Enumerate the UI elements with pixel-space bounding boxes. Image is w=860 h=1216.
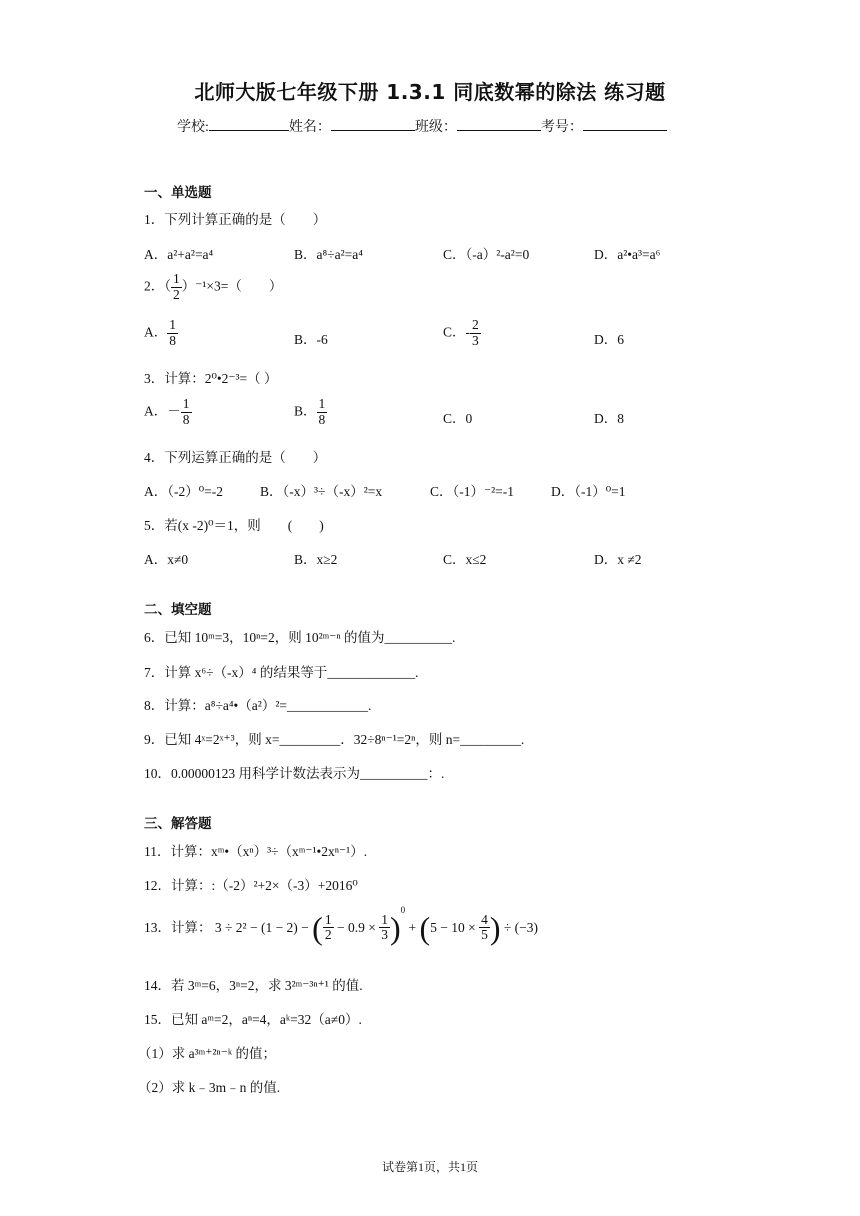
plus-sign: +: [408, 920, 417, 936]
question-2-option-c: [443, 318, 481, 349]
denominator: 8: [169, 332, 176, 348]
question-1-option-d: D．a²•a³=a⁶: [594, 247, 661, 262]
numerator: 1: [318, 396, 326, 411]
question-2-option-a: [144, 318, 178, 349]
denominator: 5: [481, 927, 488, 943]
question-4-option-c: C．（-1）⁻²=-1: [430, 484, 515, 499]
question-5-option-a: A．x≠0: [144, 552, 189, 567]
question-12: 12．计算：:（-2）²+2×（-3）+2016⁰: [144, 878, 358, 893]
question-6: 6．已知 10ᵐ=3，10ⁿ=2，则 10²ᵐ⁻ⁿ 的值为__________.: [144, 630, 456, 645]
question-4-option-a: A．（-2）⁰=-2: [144, 484, 224, 499]
name-blank: [331, 118, 415, 131]
question-5-option-d: D．x ≠2: [594, 552, 642, 567]
question-7: 7．计算 x⁶÷（-x）⁴ 的结果等于_____________.: [144, 665, 419, 680]
question-9: 9．已知 4ˣ=2ˣ⁺³，则 x=_________．32÷8ⁿ⁻¹=2ⁿ，则 n=_________.: [144, 732, 525, 747]
denominator: 8: [318, 411, 326, 427]
denominator: 2: [324, 927, 332, 943]
numerator: 1: [381, 911, 388, 927]
class-label: 班级：: [414, 120, 457, 135]
question-4-option-d: D．（-1）⁰=1: [551, 484, 626, 499]
student-info-line: [177, 116, 667, 136]
fraction: [181, 397, 192, 428]
paren-close: ): [489, 909, 501, 946]
option-label: A．－: [144, 403, 181, 419]
option-label: A．: [144, 324, 168, 340]
numerator: 2: [472, 317, 479, 332]
paren-close: ): [389, 909, 401, 946]
numerator: 1: [324, 911, 332, 927]
question-13-part-d: ÷ (−3): [503, 920, 539, 936]
numerator: 1: [169, 317, 176, 332]
fraction: [470, 318, 481, 349]
section-heading-single-choice: 一、单选题: [144, 185, 212, 201]
question-3-stem: 3．计算：2⁰•2⁻³=（ ）: [144, 371, 278, 386]
school-blank: [209, 118, 289, 131]
question-15-part-2: （2）求 k﹣3m﹣n 的值.: [138, 1080, 281, 1095]
question-13-part-a: 3 ÷ 2² − (1 − 2) −: [214, 920, 309, 936]
denominator: 3: [472, 332, 479, 348]
exam-no-label: 考号：: [540, 120, 583, 135]
question-1-option-c: C．（-a）²-a²=0: [443, 247, 530, 262]
class-blank: [457, 118, 541, 131]
question-13: [144, 905, 539, 946]
paren-open: (: [312, 909, 323, 946]
question-1-option-b: B．a⁸÷a²=a⁴: [294, 247, 363, 262]
fraction: [317, 397, 328, 428]
question-3-option-d: D．8: [594, 411, 624, 426]
numerator: 4: [481, 911, 488, 927]
question-2-stem: [144, 272, 282, 303]
exam-no-blank: [583, 118, 667, 131]
question-2-option-d: D．6: [594, 332, 624, 347]
denominator: 8: [182, 411, 190, 427]
question-5-option-b: B．x≥2: [294, 552, 338, 567]
question-3-option-c: C．0: [443, 411, 473, 426]
question-3-option-b: [294, 397, 327, 428]
page-title: 北师大版七年级下册 1.3.1 同底数幂的除法 练习题: [194, 80, 666, 104]
question-10: 10．0.00000123 用科学计数法表示为__________：.: [144, 766, 445, 781]
question-15: 15．已知 aᵐ=2，aⁿ=4，aᵏ=32（a≠0）.: [144, 1012, 362, 1027]
section-heading-solve: 三、解答题: [144, 816, 212, 832]
exponent: 0: [400, 905, 406, 915]
section-heading-fill-blank: 二、填空题: [144, 602, 212, 618]
question-1-stem: 1．下列计算正确的是（ ）: [144, 212, 327, 227]
question-1-option-a: A．a²+a²=a⁴: [144, 247, 214, 262]
fraction: [479, 913, 490, 944]
question-4-option-b: B．（-x）³÷（-x）²=x: [260, 484, 383, 499]
option-label: C．-: [443, 324, 470, 340]
question-2-option-b: B．-6: [294, 332, 328, 347]
fraction: [167, 318, 178, 349]
question-13-part-b: − 0.9 ×: [336, 920, 376, 936]
question-2-prefix: 2．（: [144, 278, 171, 294]
question-4-stem: 4．下列运算正确的是（ ）: [144, 450, 327, 465]
fraction: [323, 913, 334, 944]
question-11: 11．计算：xᵐ•（xⁿ）³÷（xᵐ⁻¹•2xⁿ⁻¹）.: [144, 844, 368, 859]
denominator: 3: [381, 927, 388, 943]
page-footer: 试卷第1页，共1页: [381, 1160, 478, 1174]
question-8: 8．计算：a⁸÷a⁴•（a²）²=____________.: [144, 698, 372, 713]
question-15-part-1: （1）求 a³ᵐ⁺²ⁿ⁻ᵏ 的值；: [138, 1046, 276, 1061]
question-14: 14．若 3ᵐ=6，3ⁿ=2，求 3²ᵐ⁻³ⁿ⁺¹ 的值.: [144, 978, 363, 993]
paren-open: (: [419, 909, 431, 946]
numerator: 1: [182, 396, 190, 411]
question-2-suffix: ）⁻¹×3=（ ）: [181, 278, 283, 294]
numerator: 1: [173, 271, 180, 286]
fraction: [379, 913, 390, 944]
fraction: [171, 272, 182, 303]
name-label: 姓名：: [288, 120, 331, 135]
school-label: 学校:: [177, 120, 209, 135]
question-13-label: 13．计算：: [144, 920, 212, 936]
question-5-stem: 5．若(x -2)⁰＝1，则 ( ): [144, 518, 324, 533]
question-13-part-c: 5 − 10 ×: [430, 920, 476, 936]
option-label: B．: [294, 403, 317, 419]
question-5-option-c: C．x≤2: [443, 552, 487, 567]
denominator: 2: [173, 286, 180, 302]
question-3-option-a: [144, 397, 192, 428]
